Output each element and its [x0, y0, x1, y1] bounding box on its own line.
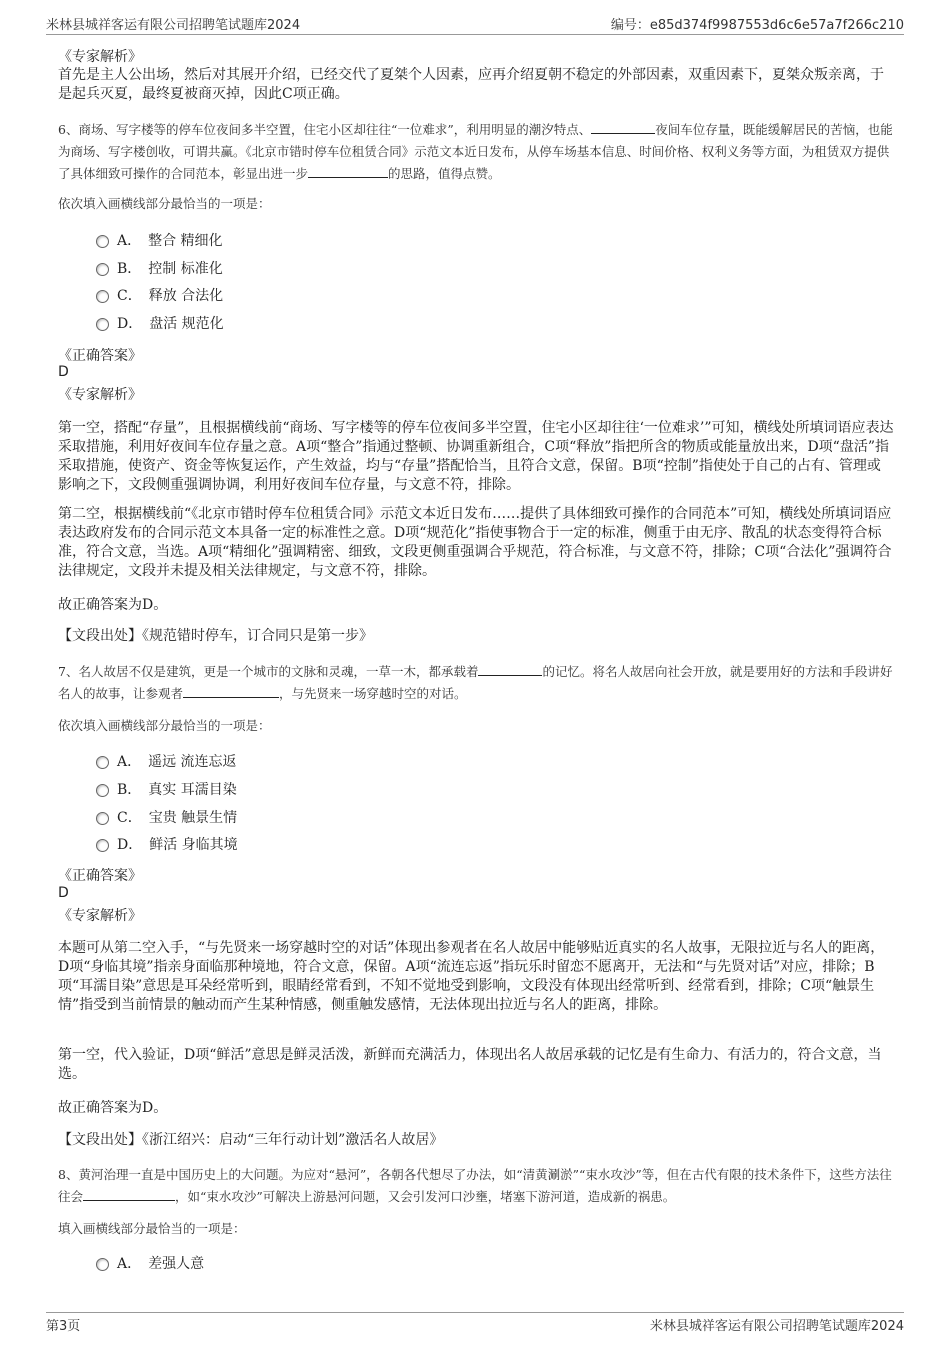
question-8-text: 8、黄河治理一直是中国历史上的大问题。为应对“悬河”，各朝各代想尽了办法，如“清黄涮淤”“束水攻沙”等，但在古代有限的技术条件下，这些方法往往会 ，如“束水攻沙”可解决上游悬河问题，又会引发河口沙壅，堵塞下游河道，造成新的祸患。	[58, 1167, 892, 1204]
q7-source: 【文段出处】《浙江绍兴：启动“三年行动计划”激活名人故居》	[58, 1132, 444, 1148]
radio-icon[interactable]	[96, 812, 109, 825]
q7-analysis-label: 《专家解析》	[58, 908, 142, 924]
question-6-text: 6、商场、写字楼等的停车位夜间多半空置，住宅小区却往往“一位难求”，利用明显的潮汐特点、 夜间车位存量，既能缓解居民的苦恼，也能为商场、写字楼创收，可谓共赢。《北京市错时停车位租赁合同》示范文本近日发布，从停车场基本信息、时间价格、权利义务等方面，为租赁双方提供了具体细致可操作的合同范本，彰显出进一步 的思路，值得点赞。	[58, 122, 893, 181]
q8-option-a[interactable]: A． 差强人意	[96, 1254, 204, 1274]
radio-icon[interactable]	[96, 290, 109, 303]
q6-option-c[interactable]: C． 释放 合法化	[96, 286, 223, 306]
blank-2	[308, 165, 388, 178]
q6-answer: D	[58, 364, 69, 380]
analysis-label: 《专家解析》	[58, 49, 142, 65]
analysis-text: 首先是主人公出场，然后对其展开介绍，已经交代了夏桀个人因素，应再介绍夏朝不稳定的外部因素，双重因素下，夏桀众叛亲离，于是起兵灭夏，最终夏被商灭掉，因此C项正确。	[58, 67, 884, 102]
blank-1	[478, 663, 542, 676]
q7-answer-label: 《正确答案》	[58, 868, 142, 884]
page-footer	[46, 1312, 904, 1335]
header-title: 米林县城祥客运有限公司招聘笔试题库2024	[46, 18, 301, 33]
q7-option-a[interactable]: A． 遥远 流连忘返	[96, 752, 237, 772]
radio-icon[interactable]	[96, 235, 109, 248]
q7-option-d[interactable]: D． 鲜活 身临其境	[96, 835, 238, 855]
blank-1	[83, 1188, 175, 1201]
q6-analysis-p3: 故正确答案为D。	[58, 597, 168, 613]
q7-analysis-p1: 本题可从第二空入手，“与先贤来一场穿越时空的对话”体现出参观者在名人故居中能够贴近真实的名人故事，无限拉近与名人的距离，D项“身临其境”指亲身面临那种境地，符合文意，保留。A项“流连忘返”指玩乐时留恋不愿离开，无法和“与先贤对话”对应，排除；B项“耳濡目染”意思是耳朵经常听到，眼睛经常看到，不知不觉地受到影响，文段没有体现出经常听到、经常看到，排除；C项“触景生情”指受到当前情景的触动而产生某种情感，侧重触发感情，无法体现出拉近与名人的距离，排除。	[58, 940, 885, 1013]
question-6-prompt: 依次填入画横线部分最恰当的一项是：	[58, 196, 271, 211]
q6-option-a[interactable]: A． 整合 精细化	[96, 231, 223, 251]
header-code: 编号：e85d374f9987553d6c6e57a7f266c210	[610, 18, 904, 33]
q7-option-b[interactable]: B． 真实 耳濡目染	[96, 780, 237, 800]
page-number: 第3页	[46, 1319, 81, 1334]
q7-analysis-p2: 第一空，代入验证，D项“鲜活”意思是鲜灵活泼，新鲜而充满活力，体现出名人故居承载的记忆是有生命力、有活力的，符合文意，当选。	[58, 1047, 882, 1082]
q6-option-b[interactable]: B． 控制 标准化	[96, 259, 223, 279]
radio-icon[interactable]	[96, 756, 109, 769]
question-8-prompt: 填入画横线部分最恰当的一项是：	[58, 1221, 246, 1236]
q6-option-d[interactable]: D． 盘活 规范化	[96, 314, 224, 334]
q6-analysis-p2: 第二空，根据横线前“《北京市错时停车位租赁合同》示范文本近日发布……提供了具体细致可操作的合同范本”可知，横线处所填词语应表达政府发布的合同示范文本具备一定的标准性之意。D项“规范化”指使事物合于一定的标准，侧重于由无序、散乱的状态变得符合标准，符合文意，当选。A项“精细化”强调精密、细致，文段更侧重强调合乎规范，符合标准，与文意不符，排除；C项“合法化”强调符合法律规定，文段并未提及相关法律规定，与文意不符，排除。	[58, 506, 892, 579]
q7-answer: D	[58, 885, 69, 901]
q7-option-c[interactable]: C． 宝贵 触景生情	[96, 808, 237, 828]
q6-analysis-label: 《专家解析》	[58, 387, 142, 403]
radio-icon[interactable]	[96, 839, 109, 852]
radio-icon[interactable]	[96, 784, 109, 797]
q6-source: 【文段出处】《规范错时停车，订合同只是第一步》	[58, 628, 373, 644]
blank-1	[591, 121, 655, 134]
q7-analysis-p3: 故正确答案为D。	[58, 1100, 168, 1116]
radio-icon[interactable]	[96, 318, 109, 331]
page-header	[46, 14, 904, 35]
question-7-text: 7、名人故居不仅是建筑，更是一个城市的文脉和灵魂，一草一木，都承载着 的记忆。将名人故居向社会开放，就是要用好的方法和手段讲好名人的故事，让参观者 ，与先贤来一场穿越时空的对话。	[58, 664, 893, 701]
footer-title: 米林县城祥客运有限公司招聘笔试题库2024	[649, 1319, 904, 1334]
radio-icon[interactable]	[96, 263, 109, 276]
question-7-prompt: 依次填入画横线部分最恰当的一项是：	[58, 718, 271, 733]
q6-answer-label: 《正确答案》	[58, 348, 142, 364]
blank-2	[183, 685, 279, 698]
radio-icon[interactable]	[96, 1258, 109, 1271]
q6-analysis-p1: 第一空，搭配“存量”，且根据横线前“商场、写字楼等的停车位夜间多半空置，住宅小区却往往‘一位难求’”可知，横线处所填词语应表达采取措施，利用好夜间车位存量之意。A项“整合”指通过整顿、协调重新组合，C项“释放”指把所含的物质或能量放出来，D项“盘活”指采取措施，使资产、资金等恢复运作，产生效益，均与“存量”搭配恰当，且符合文意，保留。B项“控制”指使处于自己的占有、管理或影响之下，文段侧重强调协调，利用好夜间车位存量，与文意不符，排除。	[58, 420, 894, 493]
